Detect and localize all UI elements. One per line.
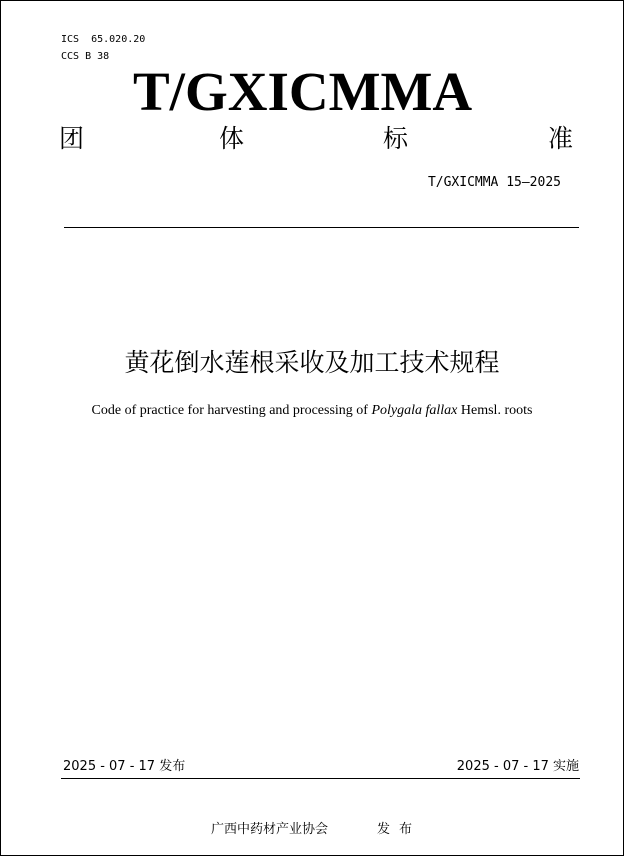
english-title-species: Polygala fallax — [371, 403, 458, 418]
standard-code-prefix: T/GXICMMA — [133, 61, 473, 122]
publish-label: 发布 — [377, 822, 422, 837]
publisher-name: 广西中药材产业协会 — [211, 822, 329, 837]
chinese-title: 黄花倒水莲根采收及加工技术规程 — [124, 348, 500, 377]
standard-type-char: 体 — [219, 124, 245, 153]
ccs-code: CCS B 38 — [61, 51, 110, 62]
ics-code: ICS 65.020.20 — [61, 34, 146, 45]
standard-type-char: 标 — [383, 124, 409, 153]
english-title-end: Hemsl. roots — [457, 403, 533, 418]
issue-date: 2025 - 07 - 17 发布 — [63, 759, 186, 774]
standard-type-char: 准 — [548, 124, 574, 153]
header-divider — [64, 227, 579, 228]
implementation-date: 2025 - 07 - 17 实施 — [456, 759, 579, 774]
standard-type-char: 团 — [59, 124, 85, 153]
english-title-start: Code of practice for harvesting and processing of — [91, 403, 372, 418]
standard-type-label — [59, 120, 579, 158]
footer-divider — [61, 778, 580, 779]
standard-number: T/GXICMMA 15—2025 — [427, 175, 561, 190]
english-title — [1, 401, 623, 421]
